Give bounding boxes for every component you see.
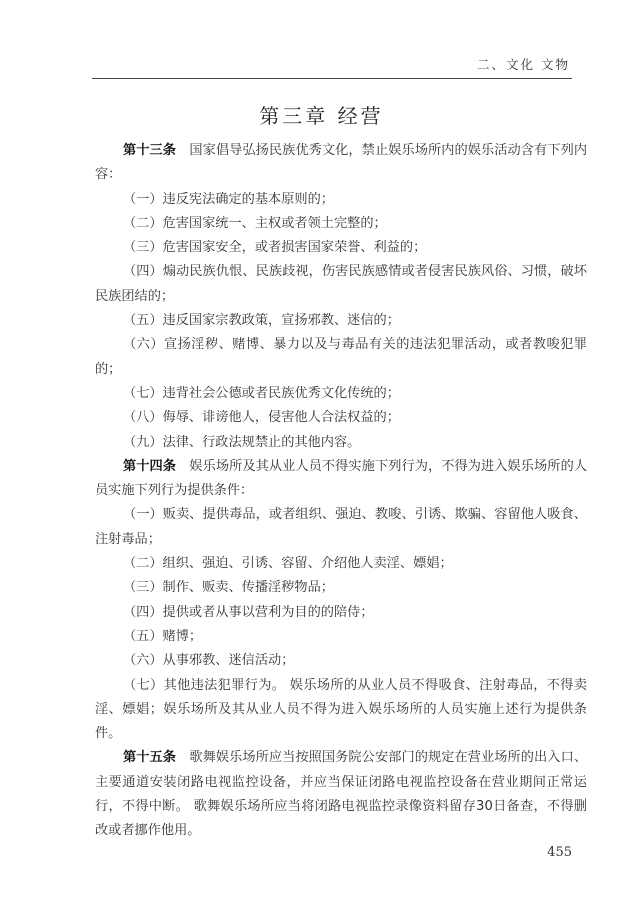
article-text: 歌舞娱乐场所应当按照国务院公安部门的规定在营业场所的出入口、主要通道安装闭路电视监控设备，并应当保证闭路电视监控设备在营业期间正常运行，不得中断。 歌舞娱乐场所应当将闭路电视监控录像资料留存30日备查，不得删改或者挪作他用。 <box>95 750 588 839</box>
article-number: 第十五条 <box>123 750 177 766</box>
body-text <box>95 139 587 844</box>
list-item: （六）宣扬淫秽、赌博、暴力以及与毒品有关的违法犯罪活动，或者教唆犯罪的； <box>95 337 587 377</box>
list-item: （二）危害国家统一、主权或者领土完整的； <box>123 215 387 231</box>
list-item: （二）组织、强迫、引诱、容留、介绍他人卖淫、嫖娼； <box>123 556 453 572</box>
list-item: （五）赌博； <box>123 628 203 644</box>
list-item: （三）制作、贩卖、传播淫秽物品； <box>123 580 334 596</box>
list-item: （八）侮辱、诽谤他人，侵害他人合法权益的； <box>123 410 400 426</box>
article-number: 第十四条 <box>123 458 177 474</box>
article-number: 第十三条 <box>123 143 177 158</box>
list-item: （一）违反宪法确定的基本原则的； <box>123 191 334 207</box>
list-item: （七）违背社会公德或者民族优秀文化传统的； <box>123 385 400 401</box>
list-item: （四）提供或者从事以营利为目的的陪侍； <box>123 604 374 620</box>
article-text: 国家倡导弘扬民族优秀文化，禁止娱乐场所内的娱乐活动含有下列内容： <box>95 143 588 183</box>
article-15 <box>95 746 587 843</box>
list-item: （一）贩卖、提供毒品，或者组织、强迫、教唆、引诱、欺骗、容留他人吸食、注射毒品； <box>95 507 587 547</box>
header-section-title: 二、文化 文物 <box>477 57 570 72</box>
page-number: 455 <box>547 845 572 860</box>
list-item: （六）从事邪教、迷信活动； <box>123 653 295 669</box>
chapter-title: 第三章 经营 <box>259 104 384 128</box>
list-item: （九）法律、行政法规禁止的其他内容。 <box>123 434 361 450</box>
article-text: 娱乐场所及其从业人员不得实施下列行为，不得为进入娱乐场所的人员实施下列行为提供条件： <box>95 458 588 499</box>
list-item: （四）煽动民族仇恨、民族歧视，伤害民族感情或者侵害民族风俗、习惯，破坏民族团结的； <box>95 264 587 304</box>
running-header <box>92 51 572 79</box>
list-item: （五）违反国家宗教政策，宣扬邪教、迷信的； <box>123 313 400 329</box>
article-14 <box>95 455 587 504</box>
article-13 <box>95 139 587 188</box>
list-item: （七）其他违法犯罪行为。 娱乐场所的从业人员不得吸食、注射毒品，不得卖淫、嫖娼；娱乐场所及其从业人员不得为进入娱乐场所的人员实施上述行为提供条件。 <box>95 677 587 742</box>
list-item: （三）危害国家安全，或者损害国家荣誉、利益的； <box>123 240 427 256</box>
